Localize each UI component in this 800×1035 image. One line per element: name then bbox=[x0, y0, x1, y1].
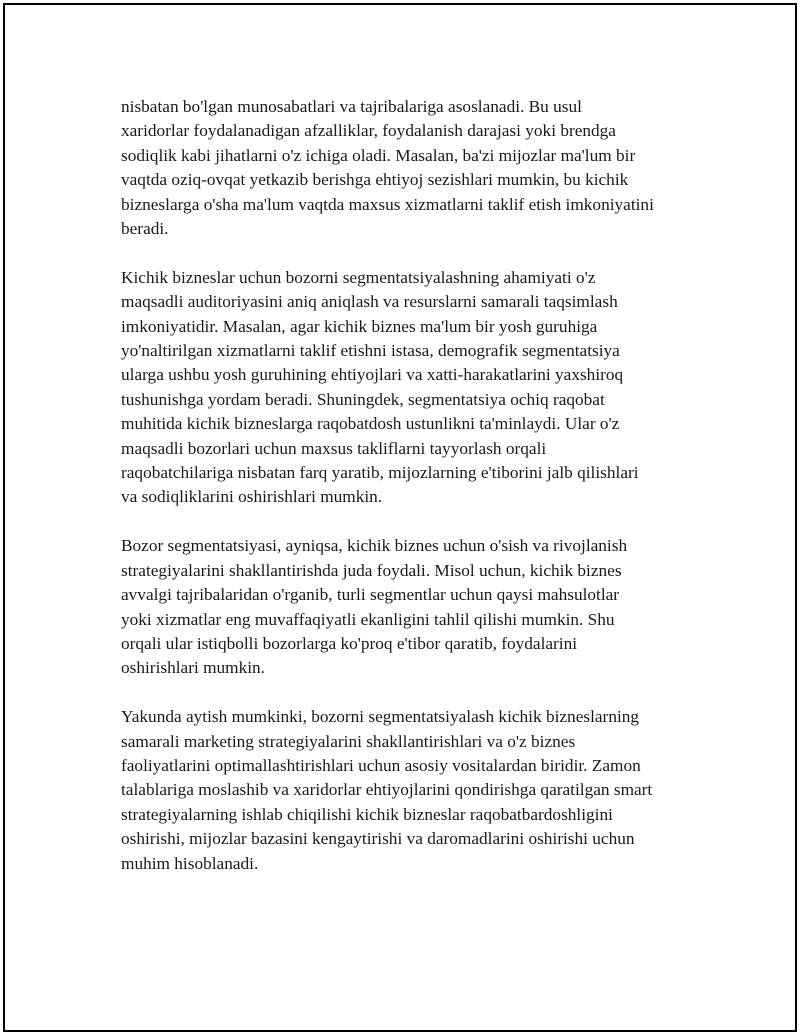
text-line: faoliyatlarini optimallashtirishlari uchun asosiy vositalardan biridir. Zamon bbox=[121, 755, 641, 775]
document-page bbox=[3, 3, 797, 1032]
text-line: samarali marketing strategiyalarini shakllantirishlari va o'z biznes bbox=[121, 731, 576, 751]
text-line: talablariga moslashib va xaridorlar ehtiyojlarini qondirishga qaratilgan smart bbox=[121, 780, 653, 800]
text-line: Bozor segmentatsiyasi, ayniqsa, kichik biznes uchun o'sish va rivojlanish bbox=[121, 536, 628, 556]
text-line: sodiqlik kabi jihatlarni o'z ichiga oladi. Masalan, ba'zi mijozlar ma'lum bir bbox=[121, 145, 636, 165]
text-line: maqsadli bozorlari uchun maxsus takliflarni tayyorlash orqali bbox=[121, 438, 547, 458]
paragraph-1 bbox=[121, 95, 711, 241]
document-body bbox=[121, 95, 711, 900]
text-line: nisbatan bo'lgan munosabatlari va tajribalariga asoslanadi. Bu usul bbox=[121, 97, 582, 116]
text-line: oshirishlari mumkin. bbox=[121, 658, 266, 678]
text-line: vaqtda oziq-ovqat yetkazib berishga ehtiyoj sezishlari mumkin, bu kichik bbox=[121, 170, 629, 190]
text-line: yoki xizmatlar eng muvaffaqiyatli ekanligini tahlil qilishi mumkin. Shu bbox=[121, 609, 615, 629]
text-line: xaridorlar foydalanadigan afzalliklar, foydalanish darajasi yoki brendga bbox=[121, 121, 616, 141]
text-line: bizneslarga o'sha ma'lum vaqtda maxsus xizmatlarni taklif etish imkoniyatini bbox=[121, 194, 654, 214]
text-line: va sodiqliklarini oshirishlari mumkin. bbox=[121, 487, 383, 507]
text-line: tushunishga yordam beradi. Shuningdek, segmentatsiya ochiq raqobat bbox=[121, 389, 605, 409]
paragraph-3 bbox=[121, 534, 711, 680]
text-line: yo'naltirilgan xizmatlarni taklif etishni istasa, demografik segmentatsiya bbox=[121, 341, 620, 361]
text-line: ularga ushbu yosh guruhining ehtiyojlari va xatti-harakatlarini yaxshiroq bbox=[121, 365, 624, 385]
text-line: raqobatchilariga nisbatan farq yaratib, mijozlarning e'tiborini jalb qilishlari bbox=[121, 463, 639, 483]
text-line: Kichik bizneslar uchun bozorni segmentatsiyalashning ahamiyati o'z bbox=[121, 267, 596, 287]
paragraph-4 bbox=[121, 705, 711, 876]
text-line: muhim hisoblanadi. bbox=[121, 853, 259, 873]
text-line: strategiyalarning ishlab chiqilishi kichik bizneslar raqobatbardoshligini bbox=[121, 804, 613, 824]
text-line: Yakunda aytish mumkinki, bozorni segmentatsiyalash kichik bizneslarning bbox=[121, 707, 640, 727]
text-line: avvalgi tajribalaridan o'rganib, turli segmentlar uchun qaysi mahsulotlar bbox=[121, 585, 620, 605]
paragraph-2 bbox=[121, 266, 711, 510]
text-line: imkoniyatidir. Masalan, agar kichik biznes ma'lum bir yosh guruhiga bbox=[121, 316, 598, 336]
text-line: orqali ular istiqbolli bozorlarga ko'proq e'tibor qaratib, foydalarini bbox=[121, 633, 578, 653]
text-line: oshirishi, mijozlar bazasini kengaytirishi va daromadlarini oshirishi uchun bbox=[121, 829, 635, 849]
text-line: maqsadli auditoriyasini aniq aniqlash va resurslarni samarali taqsimlash bbox=[121, 292, 618, 312]
text-line: muhitida kichik bizneslarga raqobatdosh ustunlikni ta'minlaydi. Ular o'z bbox=[121, 414, 620, 434]
text-line: beradi. bbox=[121, 219, 169, 239]
text-line: strategiyalarini shakllantirishda juda foydali. Misol uchun, kichik biznes bbox=[121, 560, 622, 580]
